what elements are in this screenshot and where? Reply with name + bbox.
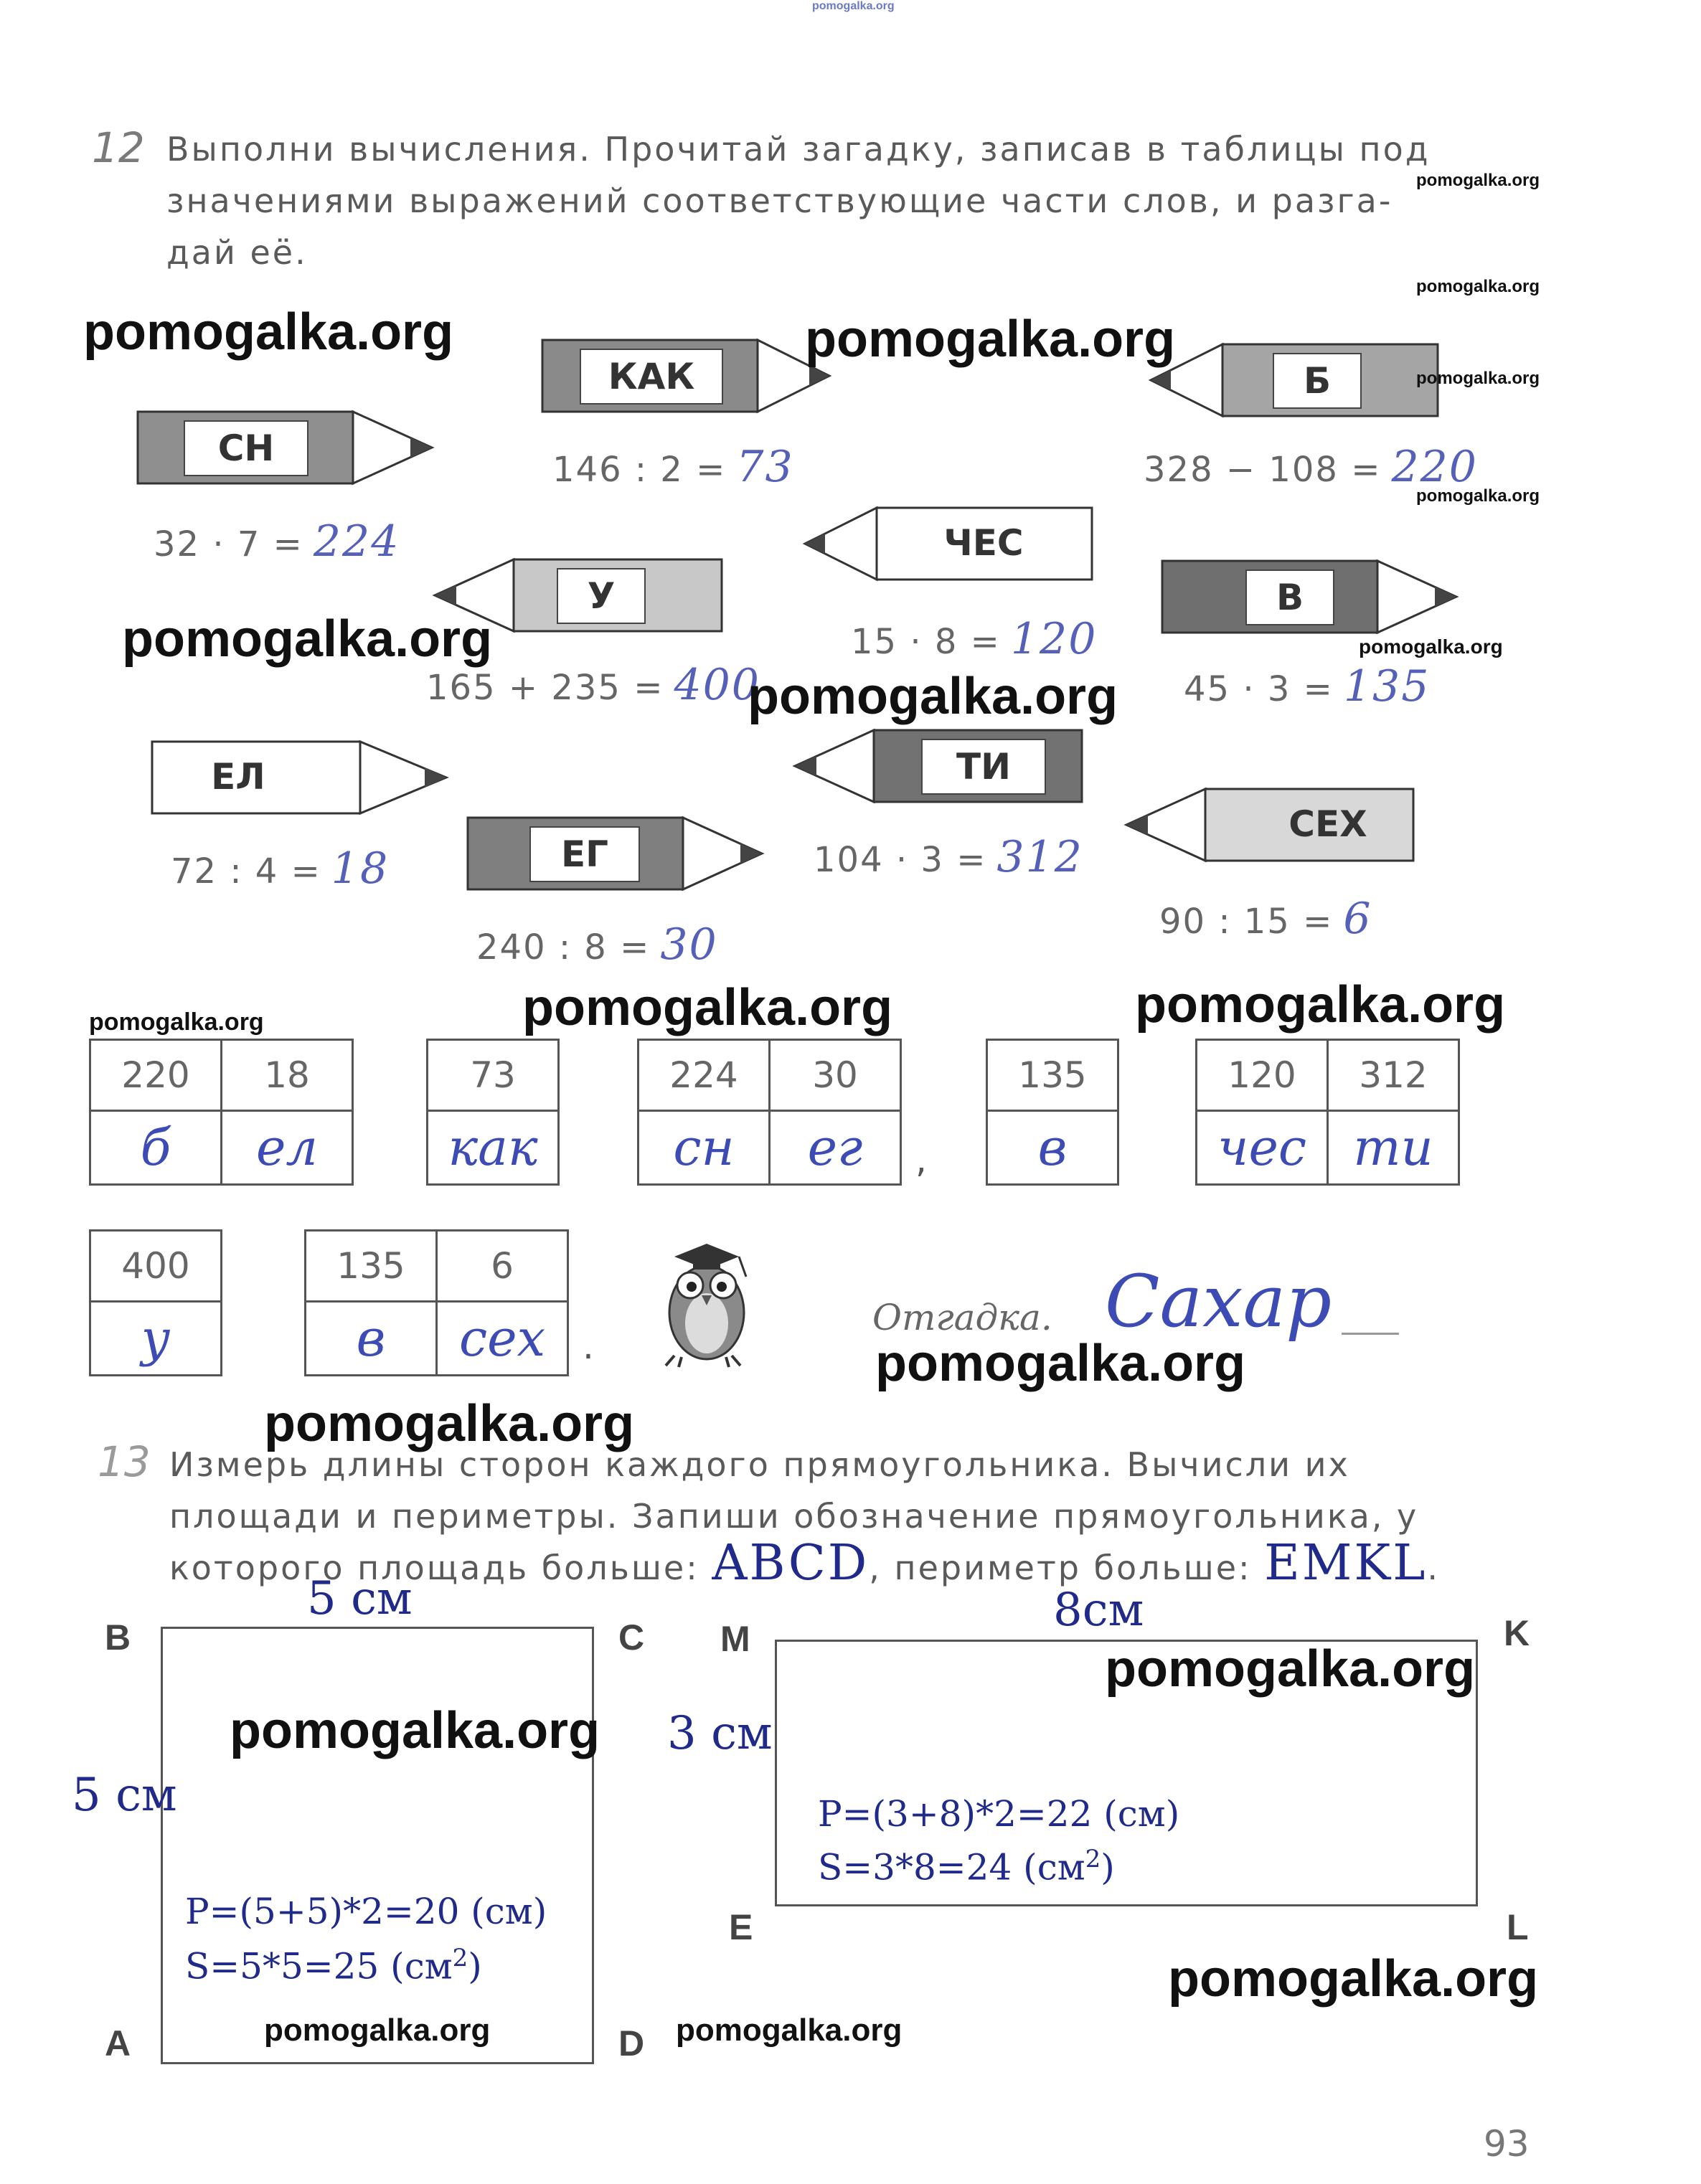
expr-el [171,843,389,894]
table-word: сн [639,1111,770,1185]
area-superscript: 2 [452,1944,468,1972]
watermark-top: pomogalka.org [812,0,895,12]
watermark: pomogalka.org [748,668,1118,725]
table-number: 30 [770,1040,901,1111]
vertex-c: C [618,1617,645,1658]
table-number: 6 [437,1231,568,1302]
area-superscript: 2 [1085,1845,1101,1873]
pencil-label: СН [184,420,308,476]
answer: 312 [996,832,1083,882]
pencil-kak [542,339,829,413]
table-number: 224 [639,1040,770,1111]
pencil-v [1162,559,1456,634]
expr-ches [851,614,1097,664]
pencil-label: КАК [580,349,723,405]
table-number: 135 [987,1040,1118,1111]
answer-label: Отгадка. [872,1297,1052,1338]
answer-perimeter: EMKL [1264,1535,1428,1592]
answer-area: ABCD [712,1535,870,1592]
table-word: чес [1197,1111,1328,1185]
pencil-label: У [557,568,646,624]
vertex-e: E [729,1907,753,1947]
vertex-d: D [618,2023,645,2064]
answer: 400 [674,660,760,710]
vertex-a: A [105,2023,131,2064]
watermark: pomogalka.org [1168,1950,1539,2008]
abcd-top-side: 5 см [307,1572,413,1625]
task-13-line-3-end: . [1427,1549,1440,1587]
emkl-top-side: 8см [1053,1584,1144,1637]
abcd-left-side: 5 см [72,1769,177,1822]
word-table [304,1229,569,1376]
emkl-perimeter: P=(3+8)*2=22 (см) [818,1793,1180,1835]
pencil-label: В [1245,569,1334,625]
pencil-label: ЧЕС [898,516,1069,569]
task-12-text [166,123,1530,278]
word-table [89,1039,354,1186]
expr-sn [154,516,400,567]
pencil-eg [468,816,762,891]
expr-eg [476,920,718,970]
answer-line [1342,1333,1399,1335]
expression: 104 · 3 = [814,840,987,880]
answer: 120 [1010,614,1098,664]
abcd-perimeter: P=(5+5)*2=20 (см) [185,1891,547,1932]
area-main: S=3*8=24 (см [818,1846,1085,1888]
expression: 328 − 108 = [1144,450,1382,490]
pencil-sn [138,410,432,485]
pencil-ti [795,729,1082,803]
pencil-ches [805,506,1092,581]
area-close: ) [468,1945,482,1987]
area-main: S=5*5=25 (см [185,1945,453,1987]
comma: , [915,1139,927,1181]
abcd-area [185,1944,482,1987]
table-number: 120 [1197,1040,1328,1111]
pencil-label: ЕЛ [181,750,296,803]
answer: 73 [736,442,794,492]
pencil-el [152,740,446,815]
watermark: pomogalka.org [1416,486,1540,506]
emkl-area [818,1845,1115,1888]
watermark: pomogalka.org [122,610,493,668]
watermark: pomogalka.org [83,303,454,361]
task-12-number: 12 [92,123,145,172]
answer: 135 [1343,661,1431,712]
table-word: б [90,1111,222,1185]
table-word: ел [222,1111,353,1185]
table-number: 312 [1328,1040,1459,1111]
watermark: pomogalka.org [264,2013,491,2048]
watermark: pomogalka.org [522,979,893,1036]
watermark: pomogalka.org [1105,1640,1476,1698]
answer: 224 [313,516,400,567]
watermark: pomogalka.org [1135,976,1506,1034]
expression: 32 · 7 = [154,524,303,564]
expr-seh [1159,894,1372,944]
expression: 90 : 15 = [1159,902,1334,942]
answer-value: Сахар [1105,1259,1332,1343]
watermark: pomogalka.org [1416,171,1540,190]
table-word: в [987,1111,1118,1185]
vertex-k: K [1504,1613,1530,1653]
vertex-l: L [1507,1907,1529,1947]
answer: 30 [660,920,718,970]
answer: 18 [331,843,390,894]
watermark: pomogalka.org [264,1395,635,1452]
rectangle-abcd [161,1627,594,2064]
expr-b [1144,442,1478,492]
vertex-b: B [105,1617,131,1658]
page-number: 93 [1484,2123,1530,2165]
expr-v [1184,661,1430,712]
table-word: как [428,1111,559,1185]
task-13-line-3-middle: , периметр больше: [869,1549,1252,1587]
pencil-b [1151,343,1438,417]
task-12-line-2: значениями выражений соответствующие части слов, и разга- [166,181,1393,220]
table-number: 400 [90,1231,222,1302]
pencil-label: СЕХ [1288,803,1367,845]
vertex-m: M [720,1619,750,1659]
task-13-text [169,1439,1532,1542]
owl-illustration [646,1219,768,1370]
word-table [89,1229,222,1376]
pencil-seh [1126,788,1413,862]
watermark: pomogalka.org [875,1335,1246,1392]
expression: 72 : 4 = [171,851,321,892]
watermark: pomogalka.org [89,1008,264,1036]
pencil-label: ЕГ [529,826,640,882]
expr-kak [552,442,794,492]
emkl-left-side: 3 см [667,1707,773,1760]
table-number: 220 [90,1040,222,1111]
task-13-line-2: площади и периметры. Запиши обозначение прямоугольника, у [169,1497,1419,1536]
task-12-line-1: Выполни вычисления. Прочитай загадку, записав в таблицы под [166,130,1431,169]
table-word: в [306,1302,437,1376]
expression: 146 : 2 = [552,450,727,490]
expression: 45 · 3 = [1184,669,1334,709]
watermark: pomogalka.org [1416,277,1540,296]
expr-ti [814,832,1083,882]
table-word: сех [437,1302,568,1376]
period: . [583,1325,594,1367]
expression: 240 : 8 = [476,927,651,968]
watermark: pomogalka.org [230,1702,600,1759]
table-number: 18 [222,1040,353,1111]
expression: 165 + 235 = [426,668,664,708]
word-table [986,1039,1119,1186]
word-table [1195,1039,1460,1186]
task-12-line-3: дай её. [166,233,308,272]
word-table [637,1039,902,1186]
table-word: ег [770,1111,901,1185]
table-word: ти [1328,1111,1459,1185]
table-number: 73 [428,1040,559,1111]
area-close: ) [1101,1846,1115,1888]
task-13-line-3-start: которого площадь больше: [169,1549,699,1587]
table-number: 135 [306,1231,437,1302]
expression: 15 · 8 = [851,622,1001,662]
answer: 6 [1343,894,1372,944]
task-13-number: 13 [98,1437,151,1486]
task-13-line-1: Измерь длины сторон каждого прямоугольника. Вычисли их [169,1445,1350,1484]
pencil-label: ТИ [921,739,1046,795]
word-table [426,1039,560,1186]
answer: 220 [1391,442,1478,492]
watermark: pomogalka.org [676,2013,903,2048]
watermark: pomogalka.org [1416,369,1540,388]
table-word: у [90,1302,222,1376]
watermark: pomogalka.org [1359,635,1503,658]
pencil-label: Б [1273,353,1362,409]
watermark: pomogalka.org [805,311,1176,368]
